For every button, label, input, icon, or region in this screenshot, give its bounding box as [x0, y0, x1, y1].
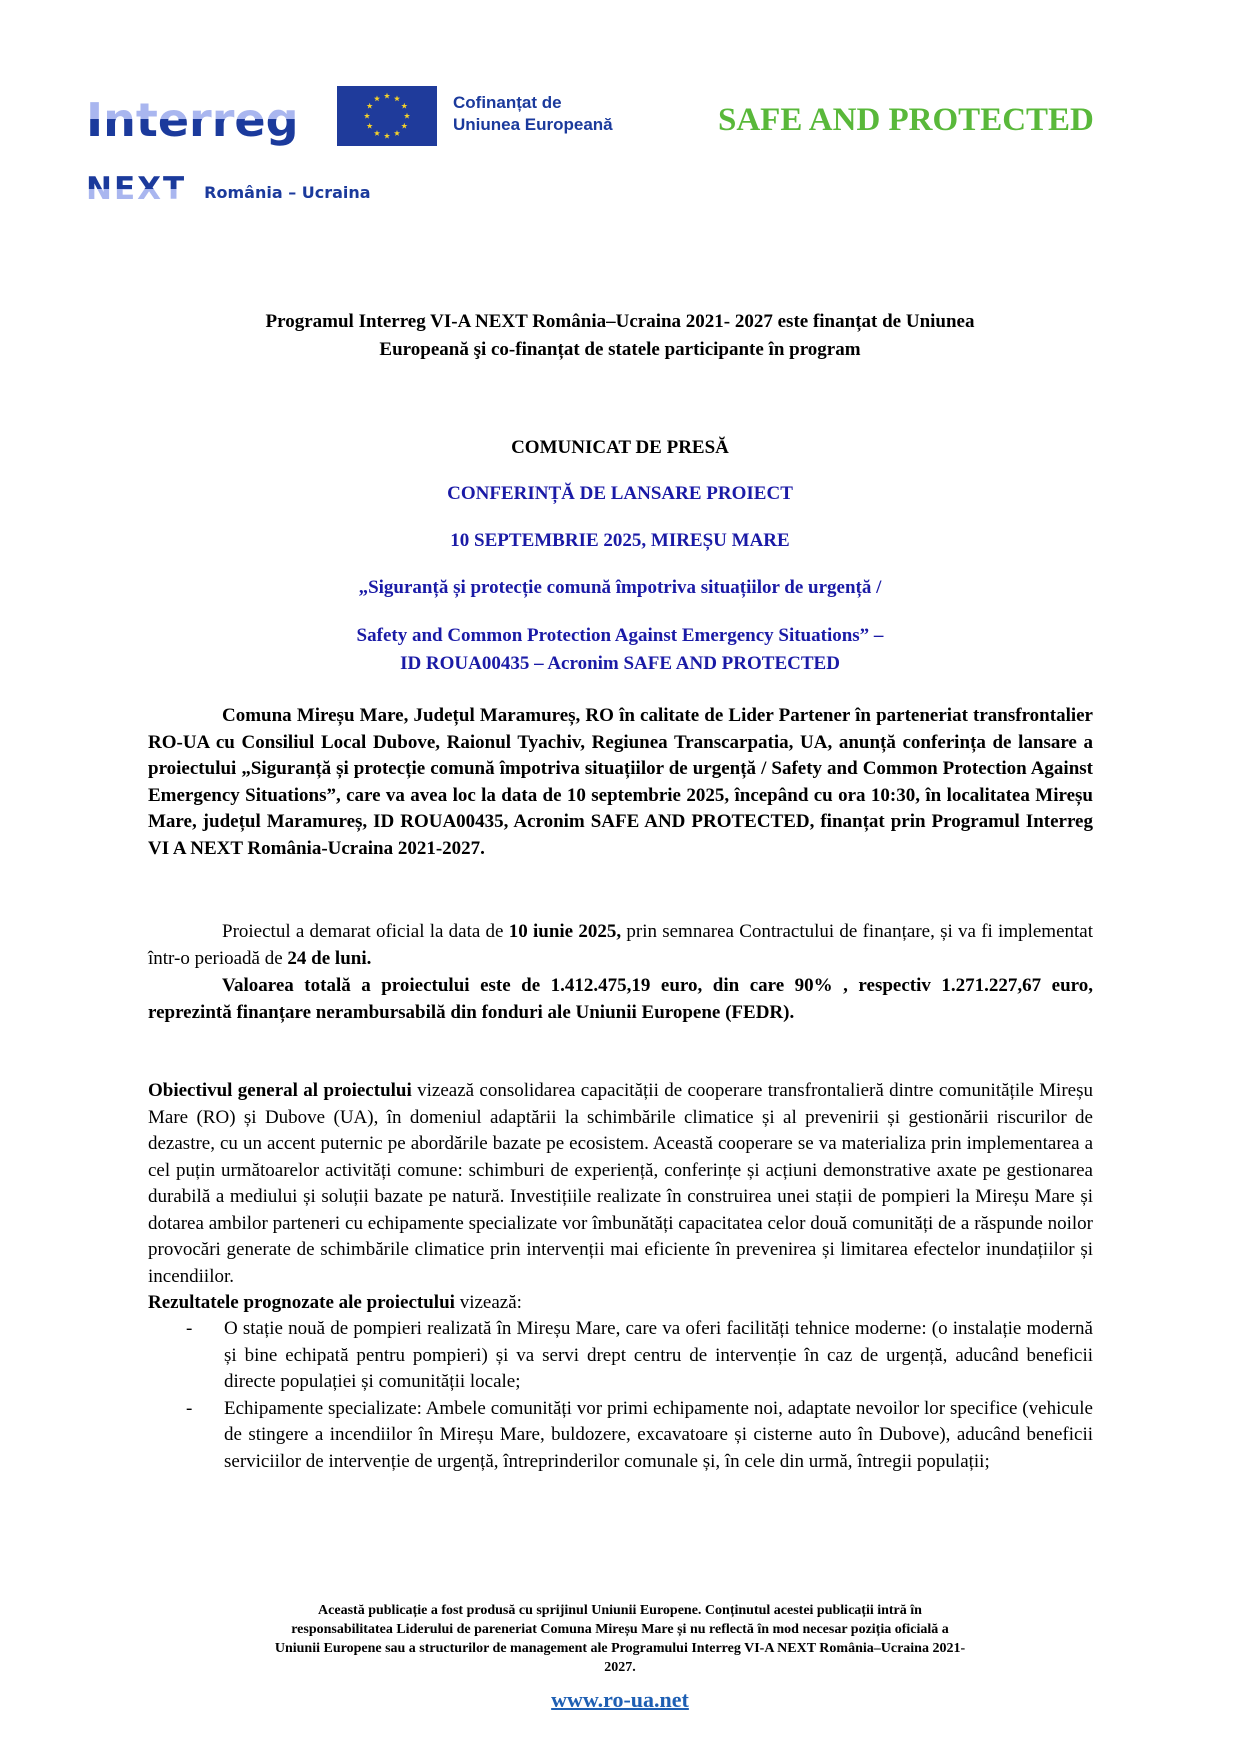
- region-text: România – Ucraina: [204, 183, 371, 202]
- website-link-container: [140, 1687, 1100, 1713]
- eu-star-icon: [401, 103, 407, 109]
- disclaimer-line2: responsabilitatea Liderului de pareneriat Comuna Mireșu Mare și nu reflectă în mod necesar poziția oficială a: [291, 1622, 949, 1637]
- list-item: [148, 1316, 1093, 1396]
- list-item: [148, 1396, 1093, 1476]
- eu-star-icon: [364, 113, 370, 119]
- conference-date: 10 SEPTEMBRIE 2025, MIREȘU MARE: [450, 530, 790, 551]
- start-text-1: Proiectul a demarat oficial la data de: [222, 921, 509, 942]
- project-title-ro: „Siguranță și protecție comună împotriva situațiilor de urgență /: [358, 577, 882, 598]
- project-title-en: Safety and Common Protection Against Emergency Situations” –: [356, 625, 884, 646]
- conference-title: CONFERINȚĂ DE LANSARE PROIECT: [447, 483, 793, 504]
- duration: 24 de luni.: [287, 947, 372, 969]
- interreg-logo: [86, 90, 306, 150]
- eu-star-icon: [367, 123, 373, 129]
- project-id-line: ID ROUA00435 – Acronim SAFE AND PROTECTED: [400, 653, 840, 674]
- eu-star-icon: [401, 123, 407, 129]
- interreg-logo-text: Interreg: [86, 93, 299, 147]
- eu-star-icon: [374, 130, 380, 136]
- eu-stars-icon: [337, 86, 437, 146]
- results-heading: [148, 1290, 1093, 1317]
- program-statement: [140, 308, 1100, 364]
- disclaimer-line3: Uniunii Europene sau a structurilor de management ale Programului Interreg VI-A NEXT România–Ucraina 2021-: [274, 1641, 966, 1656]
- program-statement-line1: Programul Interreg VI-A NEXT România–Ucraina 2021- 2027 este finanțat de Uniunea: [265, 311, 975, 332]
- objective-text: vizează consolidarea capacității de cooperare transfrontalieră dintre comunitățile Mireșu Mare (RO) și Dubove (UA), în domeniul adaptării la schimbările climatice și al prevenirii și gestionării riscurilor de dezastre, cu un accent puternic pe abordările bazate pe ecosistem. Această cooperare se va materializa prin implementarea a cel puțin următoarelor activități comune: schimburi de experiență, conferințe și acțiuni demonstrative axate pe gestionarea durabilă a mediului și soluții bazate pe natură. Investițiile realizate în construirea unei stații de pompieri la Mireșu Mare și dotarea ambilor parteneri cu echipamente specializate vor îmbunătăți capacitatea celor două comunități de a răspunde noilor provocări generate de schimbările climatice prin intervenții mai eficiente în prevenirea și limitarea efectelor inundațiilor și incendiilor.: [148, 1080, 1093, 1287]
- result-item-text: Echipamente specializate: Ambele comunități vor primi echipamente noi, adaptate nevoilor lor specifice (vehicule de stingere a incendiilor în Mireșu Mare, buldozere, excavatoare și cisterne auto în Dubove), aducând beneficii serviciilor de intervenție de urgență, întreprinderilor comunale și, în cele din urmă, întregii populații;: [224, 1397, 1093, 1472]
- eu-star-icon: [384, 93, 390, 99]
- disclaimer-line1: Această publicație a fost produsă cu sprijinul Uniunii Europene. Conținutul acestei publicații intră în: [318, 1603, 922, 1618]
- bullet-dash: -: [186, 1318, 193, 1339]
- website-link[interactable]: www.ro-ua.net: [551, 1687, 689, 1712]
- start-paragraph: [148, 919, 1093, 972]
- objective-paragraph: [148, 1078, 1093, 1290]
- results-label: Rezultatele prognozate ale proiectului: [148, 1292, 455, 1313]
- eu-cofinance-line1: Cofinanțat de: [453, 93, 562, 112]
- result-item-text: O stație nouă de pompieri realizată în Mireșu Mare, care va oferi facilități tehnice moderne: (o instalație modernă și bine echipată pentru pompieri) și va servi drept centru de intervenție în caz de urgență, aducând beneficii directe populației și comunității locale;: [224, 1318, 1093, 1392]
- eu-star-icon: [384, 133, 390, 139]
- objective-label: Obiectivul general al proiectului: [148, 1080, 412, 1101]
- eu-cofinance-line2: Uniunea Europeană: [453, 115, 613, 134]
- program-statement-line2: Europeană şi co-finanțat de statele participante în program: [379, 339, 861, 360]
- next-romania-ucraina-logo: [86, 166, 371, 206]
- press-release-title: COMUNICAT DE PRESĂ: [511, 437, 729, 458]
- eu-star-icon: [404, 113, 410, 119]
- eu-flag-icon: [337, 86, 437, 146]
- results-suffix: vizează:: [454, 1292, 522, 1313]
- next-logo-text: NEXT: [86, 171, 187, 207]
- start-text-2: prin semnarea Contractului de finanțare, și va fi implementat într-o perioadă de: [148, 921, 1094, 969]
- eu-star-icon: [394, 95, 400, 101]
- eu-star-icon: [367, 103, 373, 109]
- intro-paragraph: Comuna Mireșu Mare, Județul Maramureș, RO în calitate de Lider Partener în parteneriat transfrontalier RO-UA cu Consiliul Local Dubove, Raionul Tyachiv, Regiunea Transcarpatia, UA, anunță conferința de lansare a proiectului „Siguranță și protecție comună împotriva situațiilor de urgență / Safety and Common Protection Against Emergency Situations”, care va avea loc la data de 10 septembrie 2025, începând cu ora 10:30, în localitatea Mireșu Mare, județul Maramureș, ID ROUA00435, Acronim SAFE AND PROTECTED, finanțat prin Programul Interreg VI A NEXT România-Ucraina 2021-2027.: [148, 705, 1093, 859]
- results-list: [148, 1316, 1093, 1475]
- eu-disclaimer: [140, 1601, 1100, 1677]
- eu-cofinance-text: [453, 92, 613, 136]
- value-paragraph: Valoarea totală a proiectului este de 1.412.475,19 euro, din care 90% , respectiv 1.271.227,67 euro, reprezintă finanțare nerambursabilă din fonduri ale Uniunii Europene (FEDR).: [148, 975, 1093, 1023]
- eu-star-icon: [374, 95, 380, 101]
- disclaimer-line4: 2027.: [604, 1660, 636, 1675]
- project-title-en-block: [140, 622, 1100, 678]
- project-acronym-header: SAFE AND PROTECTED: [718, 102, 1094, 138]
- bullet-dash: -: [186, 1397, 193, 1419]
- eu-star-icon: [394, 130, 400, 136]
- start-date: 10 iunie 2025,: [508, 921, 622, 942]
